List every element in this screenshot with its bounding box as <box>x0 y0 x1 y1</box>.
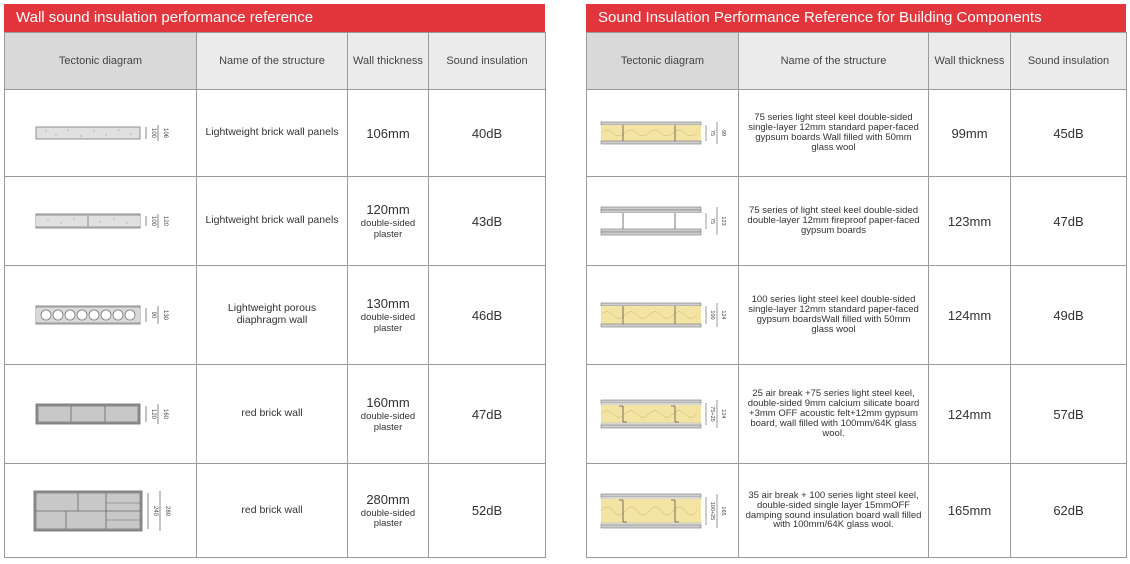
header-diagram: Tectonic diagram <box>587 33 739 90</box>
structure-name: 35 air break + 100 series light steel keel, double-sided single layer 15mmOFF damping sound insulation board wall filled with 100mm/64K glass wool. <box>739 464 929 558</box>
dim-label: 99 <box>719 129 726 137</box>
table-row <box>587 177 1127 266</box>
dim-label: 100+25 <box>708 501 715 520</box>
sound-value: 49dB <box>1011 266 1127 365</box>
table-row <box>5 365 546 464</box>
thickness-cell <box>348 365 429 464</box>
header-sound: Sound insulation <box>1011 33 1127 90</box>
sound-value: 43dB <box>429 177 546 266</box>
panel-title: Wall sound insulation performance reference <box>4 4 545 32</box>
table-header-row <box>5 33 546 90</box>
dim-label: 90 <box>149 311 156 319</box>
components-insulation-table <box>586 32 1127 558</box>
dim-label: 120 <box>161 215 168 227</box>
sound-value: 52dB <box>429 464 546 558</box>
structure-name: 75 series light steel keel double-sided single-layer 12mm standard paper-faced gypsum boards Wall filled with 50mm glass wool <box>739 90 929 177</box>
wall-insulation-table <box>4 32 546 558</box>
structure-name: Lightweight porous diaphragm wall <box>197 266 348 365</box>
diagram-cell <box>5 177 197 266</box>
sound-value: 47dB <box>1011 177 1127 266</box>
air-break-75-keel-diagram <box>593 394 733 434</box>
dim-label: 165 <box>719 505 726 516</box>
structure-name: Lightweight brick wall panels <box>197 90 348 177</box>
header-name: Name of the structure <box>739 33 929 90</box>
dim-label: 100 <box>708 310 715 320</box>
table-row <box>587 90 1127 177</box>
sound-value: 47dB <box>429 365 546 464</box>
thickness-note: double-sided plaster <box>360 411 416 433</box>
table-row <box>5 177 546 266</box>
thickness-value: 99mm <box>929 90 1011 177</box>
thickness-value: 130mm <box>366 296 410 312</box>
thickness-note: double-sided plaster <box>360 507 416 529</box>
lightweight-brick-panel-plaster-diagram <box>26 201 176 241</box>
building-components-insulation-panel <box>586 4 1126 558</box>
diagram-cell <box>587 464 739 558</box>
thickness-cell <box>348 266 429 365</box>
table-row <box>5 464 546 558</box>
dim-label: 100 <box>149 215 156 227</box>
red-brick-wall-160-diagram <box>26 394 176 434</box>
structure-name: Lightweight brick wall panels <box>197 177 348 266</box>
thickness-note: double-sided plaster <box>360 312 416 334</box>
thickness-value: 106mm <box>366 125 410 141</box>
table-row <box>587 365 1127 464</box>
sound-value: 62dB <box>1011 464 1127 558</box>
dim-label: 75+25 <box>708 406 715 422</box>
panel-title: Sound Insulation Performance Reference for Building Components <box>586 4 1126 32</box>
steel-keel-100-diagram <box>593 295 733 335</box>
diagram-cell <box>5 266 197 365</box>
table-row <box>5 90 546 177</box>
sound-value: 57dB <box>1011 365 1127 464</box>
structure-name: 100 series light steel keel double-sided single-layer 12mm standard paper-faced gypsum boardsWall filled with 50mm glass wool <box>739 266 929 365</box>
wall-sound-insulation-panel <box>4 4 545 558</box>
dim-label: 124 <box>719 310 726 320</box>
sound-value: 46dB <box>429 266 546 365</box>
diagram-cell <box>5 464 197 558</box>
diagram-cell <box>587 266 739 365</box>
red-brick-wall-280-diagram <box>26 487 176 535</box>
thickness-value: 123mm <box>929 177 1011 266</box>
thickness-cell <box>348 177 429 266</box>
dim-label: 240 <box>151 505 158 516</box>
dim-label: 75 <box>708 129 715 137</box>
thickness-cell <box>348 464 429 558</box>
structure-name: red brick wall <box>197 365 348 464</box>
dim-label: 123 <box>719 216 726 226</box>
dim-label: 160 <box>161 408 168 420</box>
header-thickness: Wall thickness <box>929 33 1011 90</box>
thickness-value: 124mm <box>929 365 1011 464</box>
sound-value: 40dB <box>429 90 546 177</box>
table-row <box>587 266 1127 365</box>
steel-keel-75-diagram <box>593 113 733 153</box>
header-sound: Sound insulation <box>429 33 546 90</box>
thickness-value: 160mm <box>366 395 410 411</box>
porous-diaphragm-wall-diagram <box>26 295 176 335</box>
structure-name: 75 series of light steel keel double-sided double-layer 12mm fireproof paper-faced gypsum boards <box>739 177 929 266</box>
sound-value: 45dB <box>1011 90 1127 177</box>
dim-label: 280 <box>163 505 170 516</box>
table-row <box>587 464 1127 558</box>
thickness-note: double-sided plaster <box>360 218 416 240</box>
diagram-cell <box>5 90 197 177</box>
thickness-cell <box>348 90 429 177</box>
header-thickness: Wall thickness <box>348 33 429 90</box>
header-name: Name of the structure <box>197 33 348 90</box>
steel-keel-75-double-diagram <box>593 201 733 241</box>
thickness-value: 165mm <box>929 464 1011 558</box>
dim-label: 106 <box>161 127 168 139</box>
structure-name: red brick wall <box>197 464 348 558</box>
diagram-cell <box>587 90 739 177</box>
structure-name: 25 air break +75 series light steel keel, double-sided 9mm calcium silicate board +3mm OFF acoustic felt+12mm gypsum board, wall filled with 100mm/64K glass wool. <box>739 365 929 464</box>
thickness-value: 124mm <box>929 266 1011 365</box>
thickness-value: 120mm <box>366 202 410 218</box>
dim-label: 75 <box>708 217 715 225</box>
dim-label: 124 <box>719 409 726 419</box>
diagram-cell <box>5 365 197 464</box>
table-row <box>5 266 546 365</box>
header-diagram: Tectonic diagram <box>5 33 197 90</box>
dim-label: 100 <box>149 127 156 139</box>
diagram-cell <box>587 365 739 464</box>
dim-label: 120 <box>149 408 156 420</box>
dim-label: 130 <box>161 309 168 321</box>
table-header-row <box>587 33 1127 90</box>
air-break-100-keel-diagram <box>593 489 733 533</box>
diagram-cell <box>587 177 739 266</box>
lightweight-brick-panel-diagram <box>26 113 176 153</box>
thickness-value: 280mm <box>366 491 410 507</box>
